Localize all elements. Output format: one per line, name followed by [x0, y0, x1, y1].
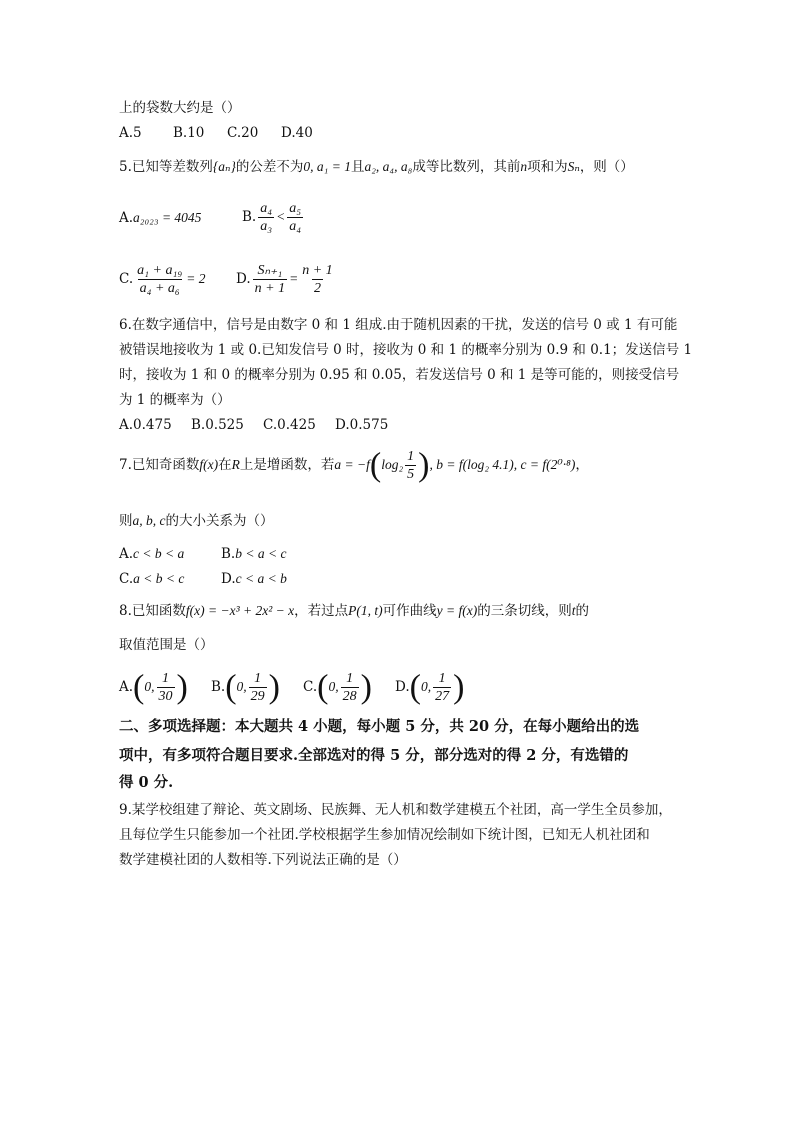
- q8-stem-e: 的: [575, 603, 589, 619]
- q4-option-d: D.40: [281, 125, 313, 141]
- q7-l2-a: 则: [119, 513, 133, 529]
- q4-options: [119, 124, 313, 142]
- section2-line-3: 得 0 分.: [119, 774, 174, 791]
- q5-option-b-frac2: $\frac{\text{a₅}}{\text{a₄}}$: [289, 201, 302, 234]
- q5-terms: a₂, a₄, a₈: [364, 159, 413, 174]
- q7-fx: f(x): [199, 457, 219, 472]
- q8-stem-a: 8.已知函数: [119, 603, 186, 619]
- q7-l2-b: 的大小关系为（）: [165, 513, 274, 529]
- q5-option-d-eq: =: [289, 271, 299, 286]
- section2-line-1: 二、多项选择题：本大题共 4 小题，每小题 5 分，共 20 分，在每小题给出的选: [119, 718, 640, 735]
- q7-a-expr: a = −f: [334, 457, 370, 472]
- q8-option-d: D.(0, $\frac{1}{27}$ ): [395, 668, 465, 706]
- q5-option-c-label: C.: [119, 271, 134, 287]
- q5-option-b-rel: <: [276, 209, 286, 224]
- q8-stem-d: 的三条切线，则: [477, 603, 572, 619]
- q8-option-b: B.(0, $\frac{1}{29}$ ): [211, 668, 280, 706]
- q5-option-a-expr: a₂₀₂₃ = 4045: [133, 209, 202, 225]
- q8-curve: y = f(x): [436, 603, 478, 618]
- q7-abc: a, b, c: [132, 513, 166, 528]
- q7-paren-open: (: [369, 446, 382, 484]
- q7-stem-a: 7.已知奇函数: [119, 457, 200, 473]
- q5-options-ab: [119, 200, 305, 235]
- q5-option-c: [119, 262, 236, 297]
- q5-stem-c: 且: [350, 159, 365, 175]
- q6-option-d: D.0.575: [335, 417, 389, 433]
- q9-line-1: 9.某学校组建了辩论、英文剧场、民族舞、无人机和数学建模五个社团，高一学生全员参加，: [119, 802, 672, 818]
- q8-line-2: 取值范围是（）: [119, 637, 214, 653]
- q5-stem-a: 5.已知等差数列: [119, 159, 213, 175]
- q7-R: R: [231, 457, 240, 472]
- q6-line-1: 6.在数字通信中，信号是由数字 0 和 1 组成.由于随机因素的干扰，发送的信号 0 或 1 有可能: [119, 317, 678, 333]
- q7-stem: [119, 448, 589, 483]
- q5-option-d-label: D.: [236, 271, 251, 287]
- q7-option-b: B.b < a < c: [221, 546, 287, 562]
- q5-n: n: [520, 159, 528, 174]
- q8-stem-c: 可作曲线: [382, 603, 437, 619]
- q7-options-cd: [119, 570, 287, 588]
- q9-line-2: 且每位学生只能参加一个社团.学校根据学生参加情况绘制如下统计图，已知无人机社团和: [119, 827, 650, 843]
- q5-stem-d: 成等比数列，其前: [412, 159, 521, 175]
- section2-line-2: 项中，有多项符合题目要求.全部选对的得 5 分，部分选对的得 2 分，有选错的: [119, 747, 629, 764]
- q5-stem: [119, 158, 634, 176]
- q5-stem-e: 项和为: [527, 159, 568, 175]
- q5-option-a: [119, 209, 242, 227]
- q4-stem-tail: 上的袋数大约是（）: [119, 100, 241, 116]
- q5-option-b: [242, 200, 305, 235]
- q7-option-d: D.c < a < b: [221, 571, 287, 587]
- q8-P: P(1, t): [348, 603, 383, 618]
- q7-bc-expr: , b = f(log₂ 4.1), c = f(2⁰·⁸): [429, 457, 576, 472]
- q9-line-3: 数学建模社团的人数相等.下列说法正确的是（）: [119, 852, 407, 868]
- q7-line-2: [119, 512, 274, 530]
- q4-option-c: C.20: [227, 125, 259, 141]
- q5-cond: 0, a₁ = 1: [303, 159, 351, 174]
- q8-stem-b: ，若过点: [294, 603, 349, 619]
- q5-option-d-frac1: $\frac{\text{Sₙ₊₁}}{n + 1}$: [254, 263, 286, 296]
- q5-option-d-frac2: $\frac{n + 1}{2}$: [302, 263, 333, 296]
- q6-line-4: 为 1 的概率为（）: [119, 392, 231, 408]
- q7-stem-c: 上是增函数，若: [239, 457, 335, 473]
- q5-options-cd: [119, 262, 337, 297]
- q7-frac: $\frac{1}{5}$: [407, 449, 415, 482]
- q6-options: [119, 416, 388, 434]
- q5-seq: {aₙ}: [212, 159, 236, 174]
- q5-option-a-label: A.: [119, 209, 134, 226]
- q5-option-c-rhs: = 2: [186, 271, 206, 286]
- q7-log: log₂: [381, 457, 404, 472]
- q5-sn: Sₙ: [567, 159, 580, 174]
- q8-option-c: C.(0, $\frac{1}{28}$ ): [303, 668, 372, 706]
- q6-line-2: 被错误地接收为 1 或 0.已知发信号 0 时，接收为 0 和 1 的概率分别为 0.9 和 0.1；发送信号 1: [119, 342, 693, 358]
- q5-option-b-frac1: $\frac{\text{a₄}}{\text{a₃}}$: [260, 201, 273, 234]
- q7-option-c: C.a < b < c: [119, 571, 185, 587]
- q8-option-a: A.(0, $\frac{1}{30}$ ): [119, 668, 188, 706]
- q5-option-b-label: B.: [242, 209, 257, 225]
- q6-line-3: 时，接收为 1 和 0 的概率分别为 0.95 和 0.05，若发送信号 0 和 1 是等可能的，则接受信号: [119, 367, 680, 383]
- q8-t: t: [571, 603, 576, 618]
- q7-stem-b: 在: [218, 457, 232, 473]
- q4-option-b: B.10: [173, 125, 205, 141]
- q4-option-a: A.5: [119, 125, 142, 141]
- q7-option-a: A.c < b < a: [119, 546, 185, 562]
- q7-paren-close: ): [418, 446, 430, 484]
- q6-option-a: A.0.475: [119, 417, 172, 433]
- q5-stem-f: ，则（）: [579, 159, 634, 175]
- q5-option-d: [236, 262, 337, 297]
- q5-option-c-frac: $\frac{\text{a₁ + a₁₉}}{\text{a₄ + a₆}}$: [137, 263, 183, 296]
- q6-option-b: B.0.525: [191, 417, 244, 433]
- q8-options: [119, 670, 464, 705]
- q7-tail: ，: [575, 457, 589, 473]
- q6-option-c: C.0.425: [263, 417, 316, 433]
- q8-stem: [119, 602, 589, 620]
- q8-fx: f(x) = −x³ + 2x² − x: [185, 603, 295, 618]
- q5-stem-b: 的公差不为: [235, 159, 304, 175]
- q7-options-ab: [119, 545, 286, 563]
